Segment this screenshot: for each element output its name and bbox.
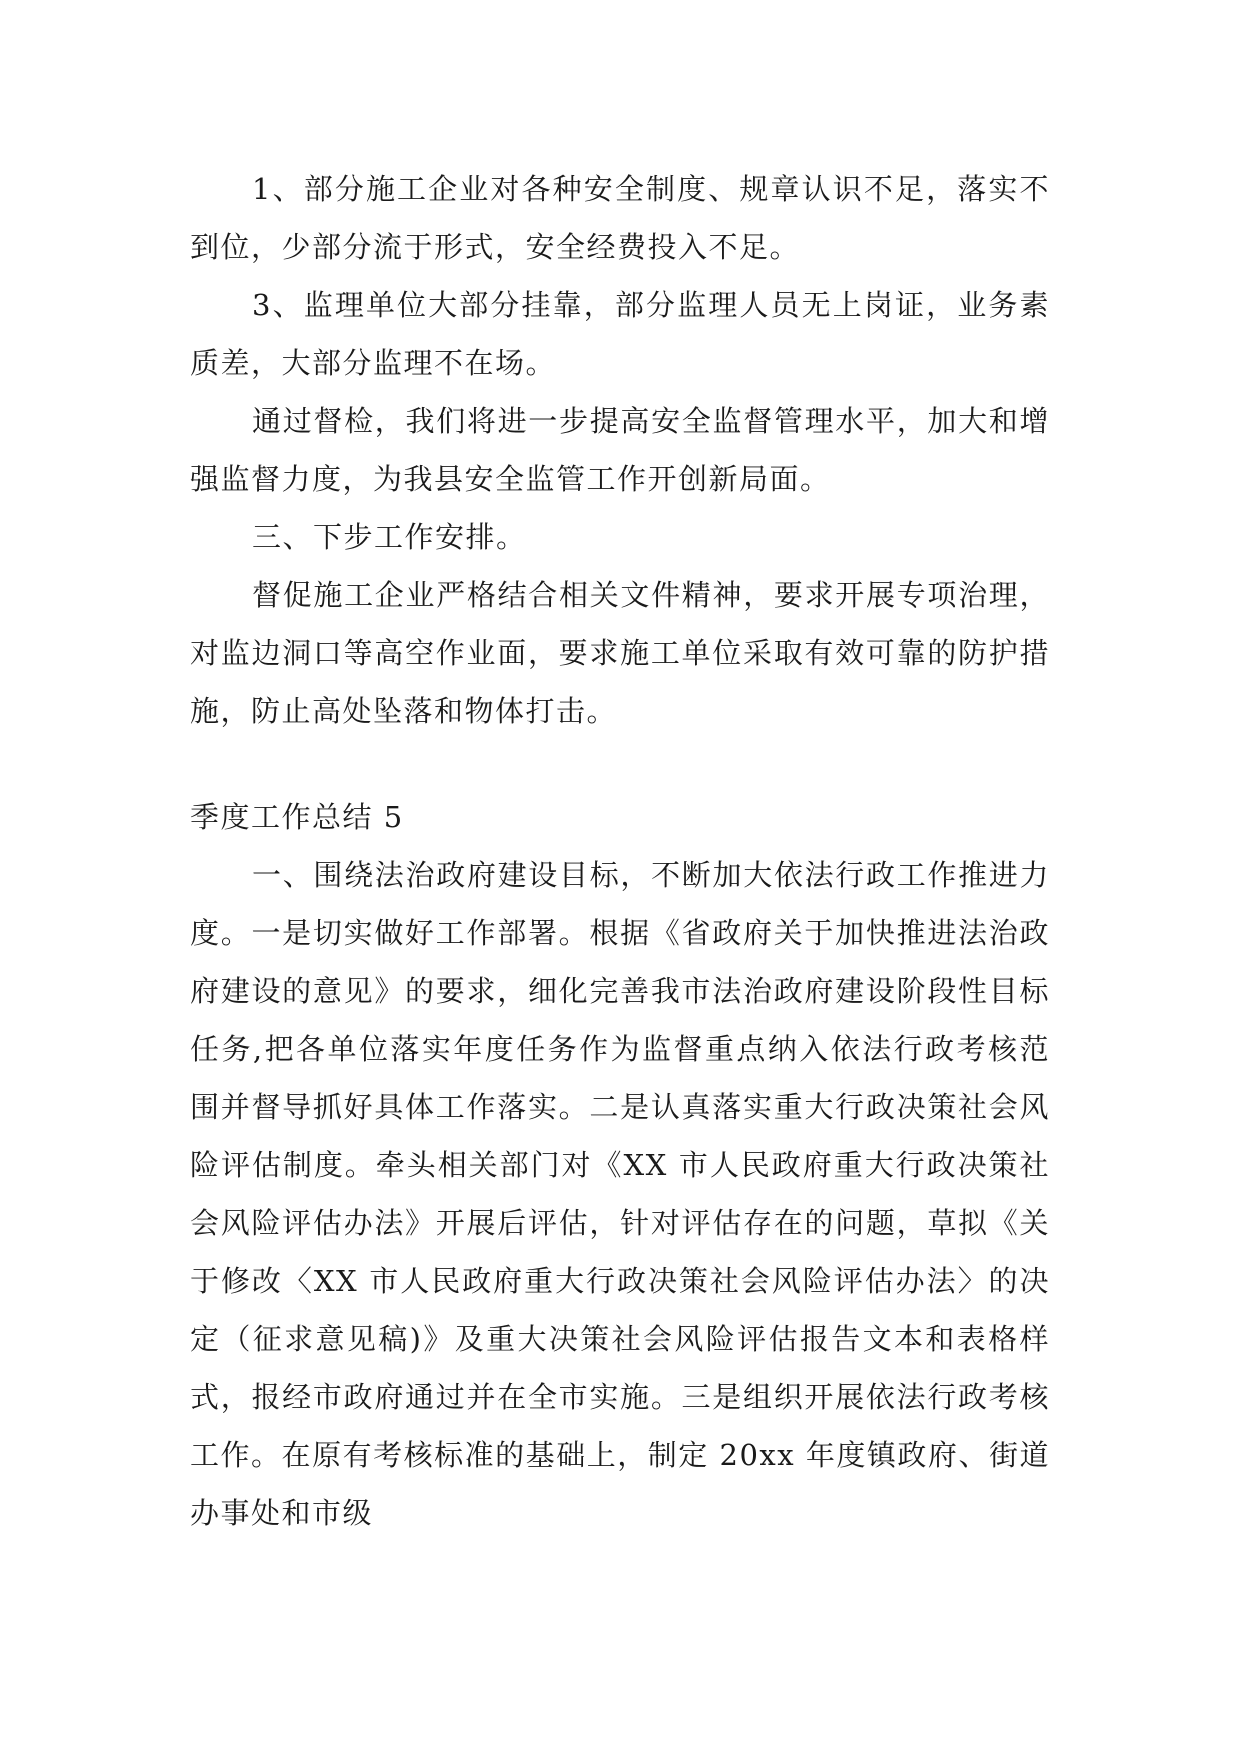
paragraph-rule-of-law: 一、围绕法治政府建设目标，不断加大依法行政工作推进力度。一是切实做好工作部署。根据《省政府关于加快推进法治政府建设的意见》的要求，细化完善我市法治政府建设阶段性目标任务,把各单位落实年度任务作为监督重点纳入依法行政考核范围并督导抓好具体工作落实。二是认真落实重大行政决策社会风险评估制度。牵头相关部门对《XX 市人民政府重大行政决策社会风险评估办法》开展后评估，针对评估存在的问题，草拟《关于修改〈XX 市人民政府重大行政决策社会风险评估办法〉的决定（征求意见稿)》及重大决策社会风险评估报告文本和表格样式，报经市政府通过并在全市实施。三是组织开展依法行政考核工作。在原有考核标准的基础上，制定 20xx 年度镇政府、街道办事处和市级 [190, 858, 1050, 1530]
section-heading: 季度工作总结 5 [190, 800, 404, 834]
document-body [190, 160, 1050, 1542]
paragraph-item-3: 3、监理单位大部分挂靠，部分监理人员无上岗证，业务素质差，大部分监理不在场。 [190, 288, 1050, 380]
paragraph-next-steps-detail: 督促施工企业严格结合相关文件精神，要求开展专项治理，对监边洞口等高空作业面，要求施工单位采取有效可靠的防护措施，防止高处坠落和物体打击。 [190, 578, 1050, 728]
paragraph-next-steps-heading: 三、下步工作安排。 [252, 520, 527, 554]
paragraph-supervision-outcome: 通过督检，我们将进一步提高安全监督管理水平，加大和增强监督力度，为我县安全监管工作开创新局面。 [190, 404, 1050, 496]
paragraph-item-1: 1、部分施工企业对各种安全制度、规章认识不足，落实不到位，少部分流于形式，安全经费投入不足。 [190, 172, 1050, 264]
